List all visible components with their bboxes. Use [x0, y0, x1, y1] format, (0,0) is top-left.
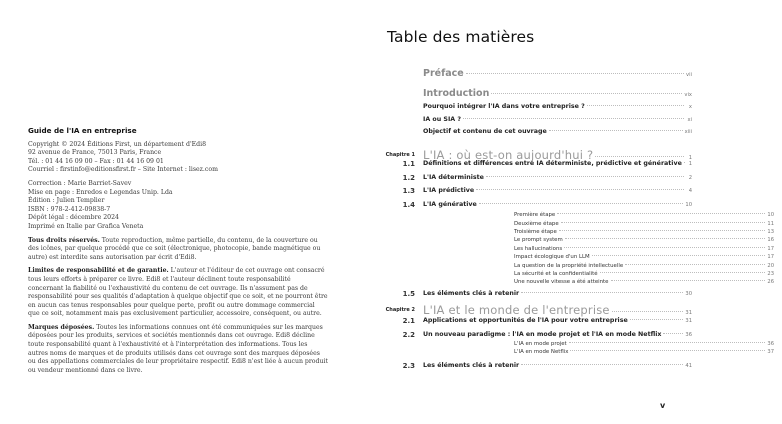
dot-leader [466, 73, 684, 74]
dot-leader [565, 238, 766, 239]
toc-entry-title: L'IA générative [423, 201, 477, 208]
dot-leader [521, 292, 683, 293]
address-line: 92 avenue de France, 75013 Paris, France [28, 149, 162, 157]
dot-leader [549, 130, 683, 131]
toc-page-number: xiii [684, 129, 692, 135]
credits [28, 180, 328, 232]
toc-entry-title: Les hallucinations [514, 246, 563, 252]
toc-page-number: vii [686, 72, 692, 78]
toc-entry-title: Les éléments clés à retenir [423, 362, 520, 369]
section-number: 2.3 [402, 362, 415, 370]
toc-entry-line [514, 341, 774, 347]
dot-leader [663, 333, 683, 334]
isbn: ISBN : 978-2-412-09838-7 [28, 205, 111, 213]
toc-entry-line [423, 174, 692, 181]
dot-leader [476, 189, 684, 190]
dot-leader [486, 176, 684, 177]
toc-entry-line [514, 279, 774, 285]
toc-entry-title: L'IA : où est-on aujourd'hui ? [423, 148, 594, 162]
dot-leader [559, 230, 766, 231]
dot-leader [630, 319, 684, 320]
toc-page-number: x [688, 104, 692, 110]
chapter-label: Chapitre 1 [385, 152, 415, 158]
printer: Imprimé en Italie par Grafica Veneta [28, 222, 144, 230]
toc-page-number: 16 [767, 237, 774, 243]
toc-entry-line [514, 212, 774, 218]
toc-page-number: 36 [685, 332, 692, 338]
toc-entry-line [423, 331, 692, 338]
dot-leader [595, 156, 684, 157]
toc-entry-line [514, 271, 774, 277]
toc-entry-title: IA ou SIA ? [423, 116, 462, 123]
toc-entry-line [423, 201, 692, 208]
section-number: 1.5 [402, 290, 415, 298]
toc-page-number: 30 [685, 291, 692, 297]
trademarks-text: Toutes les informations connues ont été communiquées sur les marques déposées pour les produits, services et sociétés mentionnés dans cet ouvrage. Edi8 décline toute responsabilité quant à l'exhaustivité et à l'interprétation des informations. Tous les autres noms de marques et de produits utilisés dans cet ouvrage sont des marques déposées ou des appellations commerciales de leur propriétaire respectif. Edi8 n'est liée à aucun produit ou vendeur mentionné dans ce livre. [28, 323, 328, 374]
toc-entry-title: Une nouvelle vitesse a été atteinte [514, 279, 609, 285]
rights-paragraph [28, 237, 328, 263]
toc-page-number: 4 [688, 188, 692, 194]
publisher-info [28, 141, 328, 175]
toc-entry-title: L'IA en mode Netflix [514, 349, 569, 355]
credit-layout: Mise en page : Enredos e Legendas Unip. Lda [28, 188, 173, 196]
dot-leader [557, 213, 765, 214]
toc-entry-title: L'IA et le monde de l'entreprise [423, 303, 610, 317]
section-number: 1.2 [402, 174, 415, 182]
dot-leader [570, 350, 765, 351]
rights-heading: Tous droits réservés. [28, 236, 100, 244]
toc-entry-title: Les éléments clés à retenir [423, 290, 520, 297]
toc-page-number: 41 [685, 363, 692, 369]
section-number: 2.2 [402, 331, 415, 339]
book-title: Guide de l'IA en entreprise [28, 126, 137, 135]
trademarks-heading: Marques déposées. [28, 323, 95, 331]
contact-line: Courriel : firstinfo@editionsfirst.fr – Site Internet : lisez.com [28, 166, 218, 174]
toc-title: Table des matières [387, 28, 535, 46]
imprint-block [28, 127, 328, 380]
trademarks-paragraph [28, 324, 328, 376]
toc-page-number: 17 [767, 254, 774, 260]
dot-leader [479, 203, 684, 204]
toc-page-number: vix [684, 92, 692, 98]
dot-leader [561, 222, 766, 223]
credit-correction: Correction : Marie Barriet-Savev [28, 179, 132, 187]
section-number: 2.1 [402, 317, 415, 325]
toc-page-number: 20 [767, 263, 774, 269]
toc-entry-title: L'IA en mode projet [514, 341, 567, 347]
phone-line: Tél. : 01 44 16 09 00 – Fax : 01 44 16 09 01 [28, 157, 164, 165]
toc-entry-title: Deuxième étape [514, 221, 559, 227]
toc-entry-line [514, 349, 774, 355]
toc-entry-line [423, 290, 692, 297]
toc-entry-line [423, 116, 692, 123]
toc-page-number: 23 [767, 271, 774, 277]
dot-leader [521, 364, 683, 365]
toc-page-number: 31 [685, 310, 692, 316]
toc-page-number: 36 [767, 341, 774, 347]
dot-leader [611, 280, 766, 281]
toc-entry-line [423, 362, 692, 369]
toc-page-number: 17 [767, 246, 774, 252]
toc-entry-title: La question de la propriété intellectuelle [514, 263, 624, 269]
toc-page-number: 37 [767, 349, 774, 355]
toc-entry-line [423, 88, 692, 99]
liability-paragraph [28, 267, 328, 319]
copyright-line: Copyright © 2024 Éditions First, un département d'Edi8 [28, 140, 207, 148]
rights-text: Toute reproduction, même partielle, du contenu, de la couverture ou des icônes, par quelque procédé que ce soit (électronique, photocopie, bande magnétique ou autre) est interdite sans autorisation par écrit d'Edi8. [28, 236, 321, 261]
toc-entry-line [514, 254, 774, 260]
toc-page-number: 26 [767, 279, 774, 285]
toc-entry-line [423, 187, 692, 194]
section-number: 1.4 [402, 201, 415, 209]
toc-entry-title: L'IA prédictive [423, 187, 475, 194]
dot-leader [625, 264, 765, 265]
dot-leader [600, 272, 766, 273]
legal-deposit: Dépôt légal : décembre 2024 [28, 214, 119, 222]
toc-entry-title: Le prompt system [514, 237, 563, 243]
toc-entry-line [514, 246, 774, 252]
toc-entry-line [423, 103, 692, 110]
credit-edition: Édition : Julien Templier [28, 197, 105, 205]
toc-entry-line [514, 229, 774, 235]
liability-heading: Limites de responsabilité et de garantie. [28, 267, 169, 275]
dot-leader [463, 118, 684, 119]
toc-entry-title: Préface [423, 68, 464, 79]
toc-entry-title: Introduction [423, 88, 490, 99]
toc-entry-title: Objectif et contenu de cet ouvrage [423, 128, 547, 135]
dot-leader [569, 342, 766, 343]
chapter-label: Chapitre 2 [385, 307, 415, 313]
section-number: 1.3 [402, 187, 415, 195]
toc-entry-line [514, 221, 774, 227]
toc-entry-line [514, 263, 774, 269]
toc-entry-title: L'IA déterministe [423, 174, 484, 181]
toc-page-number: 11 [767, 221, 774, 227]
toc-entry-title: La sécurité et la confidentialité [514, 271, 598, 277]
toc-page-number: 1 [688, 161, 692, 167]
dot-leader [491, 93, 682, 94]
liability-text: L'auteur et l'éditeur de cet ouvrage ont consacré tous leurs efforts à préparer ce livre. Edi8 et l'auteur déclinent toute responsabilité concernant la fiabilité ou l'exhaustivité du contenu de cet ouvrage. Ils n'assument pas de responsabilité pour ses qualités d'adaptation à quelque objectif que ce soit, et ne pourront être en aucun cas tenus responsables pour quelque perte, profit ou autre dommage commercial que ce soit, notamment mais pas exclusivement particulier, accessoire, conséquent, ou autre. [28, 267, 328, 318]
toc-entry-line [423, 160, 692, 167]
section-number: 1.1 [402, 160, 415, 168]
toc-entry-line [423, 128, 692, 135]
toc-page-number: 2 [688, 175, 692, 181]
toc-entry-line [423, 303, 692, 317]
toc-entry-title: Troisième étape [514, 229, 557, 235]
toc-entry-title: Première étape [514, 212, 556, 218]
toc-page-number: xi [687, 117, 692, 123]
dot-leader [587, 105, 684, 106]
right-page-toc [350, 0, 774, 424]
dot-leader [612, 311, 684, 312]
toc-page-number: 13 [767, 229, 774, 235]
toc-page-number: 1 [688, 155, 692, 161]
toc-entry-title: Définitions et différences entre IA déterministe, prédictive et générative [423, 160, 682, 167]
toc-entry-line [423, 317, 692, 324]
toc-entry-title: Un nouveau paradigme : l'IA en mode projet et l'IA en mode Netflix [423, 331, 662, 338]
toc-entry-line [423, 68, 692, 79]
toc-entry-title: Impact écologique d'un LLM [514, 254, 590, 260]
toc-page-number: 10 [685, 202, 692, 208]
left-page-imprint [0, 0, 350, 424]
toc-page-number: 31 [685, 318, 692, 324]
toc-page-number: 10 [767, 212, 774, 218]
dot-leader [564, 247, 765, 248]
page-number: v [660, 401, 666, 410]
dot-leader [592, 255, 766, 256]
toc-entry-line [514, 237, 774, 243]
toc-entry-title: Applications et opportunités de l'IA pour votre entreprise [423, 317, 628, 324]
toc-entry-title: Pourquoi intégrer l'IA dans votre entreprise ? [423, 103, 585, 110]
